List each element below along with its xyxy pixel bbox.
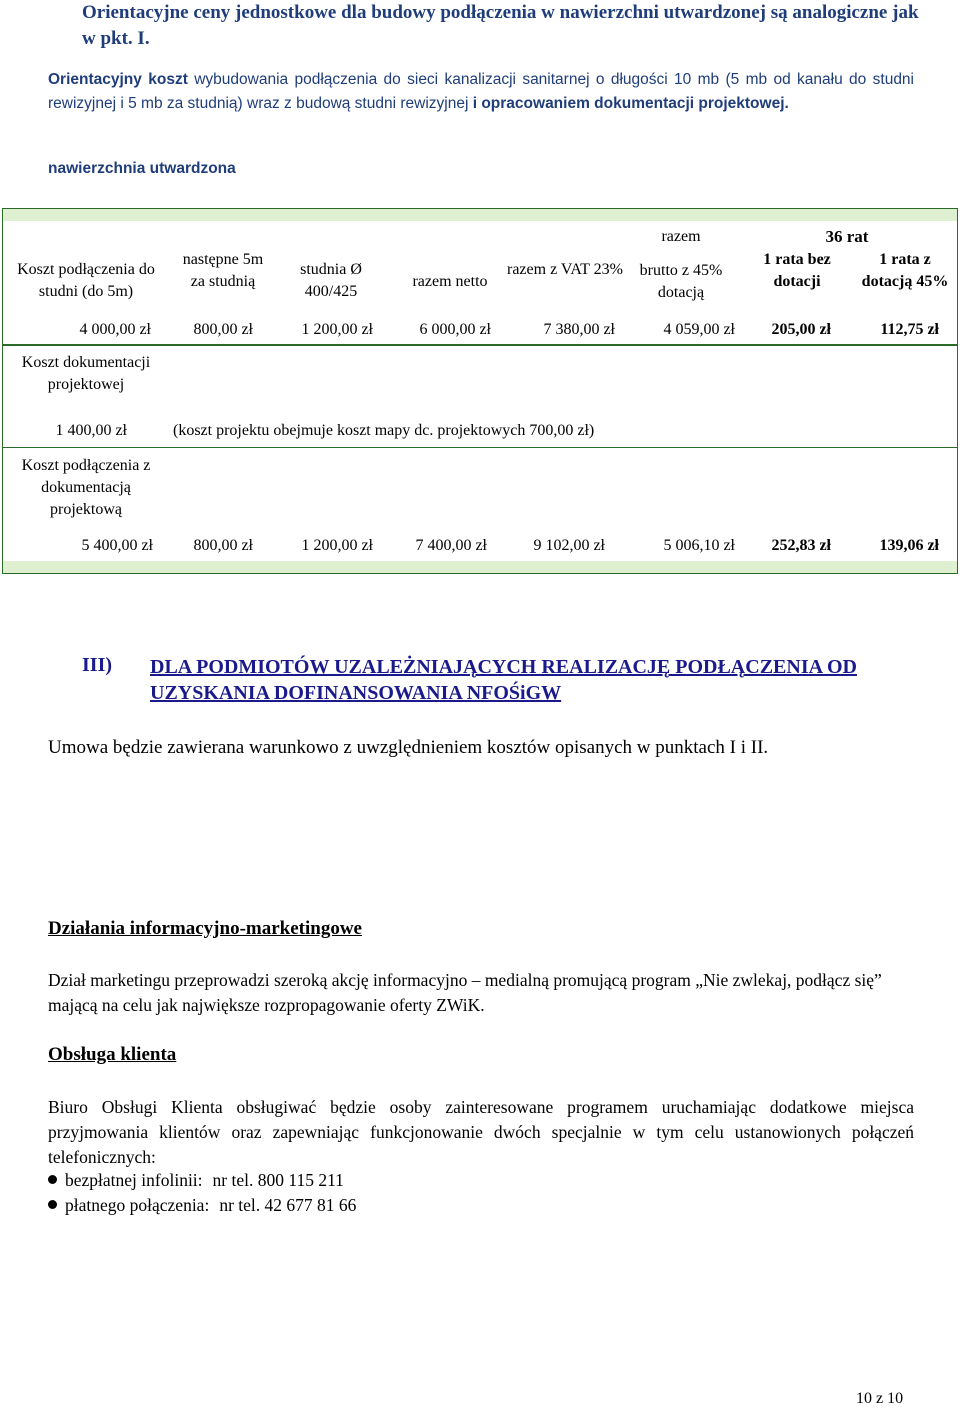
section3-title: DLA PODMIOTÓW UZALEŻNIAJĄCYCH REALIZACJĘ PODŁĄCZENIA OD UZYSKANIA DOFINANSOWANIA NFOŚiGW bbox=[150, 656, 857, 704]
row1-cell-4: 6 000,00 zł bbox=[419, 321, 491, 338]
pricing-heading: Orientacyjne ceny jednostkowe dla budowy podłączenia w nawierzchni utwardzonej są analogiczne jak w pkt. I. bbox=[82, 2, 919, 49]
with-doc-label: Koszt podłączenia z dokumentacją projektową bbox=[21, 457, 151, 518]
intro-bold-end: i opracowaniem dokumentacji projektowej. bbox=[472, 95, 789, 112]
header-brutto: brutto z 45% dotacją bbox=[639, 262, 723, 301]
marketing-paragraph: Dział marketingu przeprowadzi szeroką akcję informacyjno – medialną promującą program „Nie zwlekaj, podłącz się” mającą na celu jak największe rozpropagowanie oferty ZWiK. bbox=[48, 970, 882, 1015]
phone-item bbox=[48, 1168, 356, 1193]
row1-cell-2: 800,00 zł bbox=[193, 321, 253, 338]
client-paragraph: Biuro Obsługi Klienta obsługiwać będzie osoby zainteresowane programem uruchamiając dodatkowe miejsca przyjmowania klientów oraz zapewniając funkcjonowanie dwóch specjalnie w tym celu ustanowionych połączeń telefonicznych: bbox=[48, 1097, 914, 1167]
doc-value: 1 400,00 zł bbox=[55, 422, 127, 439]
client-header: Obsługa klienta bbox=[48, 1044, 177, 1065]
doc-note: (koszt projektu obejmuje koszt mapy dc. projektowych 700,00 zł) bbox=[173, 422, 595, 439]
page-number: 10 z 10 bbox=[856, 1390, 904, 1407]
doc-divider bbox=[3, 447, 957, 448]
cost-table bbox=[2, 208, 958, 574]
row2-cell-6: 5 006,10 zł bbox=[663, 537, 735, 554]
header-studnia: studnia Ø 400/425 bbox=[300, 261, 362, 300]
phone-value-free: nr tel. 800 115 211 bbox=[212, 1170, 344, 1190]
table-top-bar bbox=[3, 209, 957, 221]
phone-label-free: bezpłatnej infolinii: bbox=[65, 1170, 203, 1190]
marketing-header: Działania informacyjno-marketingowe bbox=[48, 918, 362, 939]
table-bottom-bar bbox=[3, 561, 957, 573]
row2-cell-7: 252,83 zł bbox=[771, 537, 831, 554]
header-razem-netto: razem netto bbox=[412, 273, 488, 290]
row2-cell-2: 800,00 zł bbox=[193, 537, 253, 554]
phone-list bbox=[48, 1168, 356, 1218]
header-rata-z-dotacja: 1 rata z dotacją 45% bbox=[861, 251, 949, 290]
row2-cell-8: 139,06 zł bbox=[879, 537, 939, 554]
phone-item bbox=[48, 1193, 356, 1218]
row2-cell-4: 7 400,00 zł bbox=[415, 537, 487, 554]
row2-cell-3: 1 200,00 zł bbox=[301, 537, 373, 554]
phone-label-paid: płatnego połączenia: bbox=[65, 1195, 210, 1215]
row1-cell-5: 7 380,00 zł bbox=[543, 321, 615, 338]
row2-cell-1: 5 400,00 zł bbox=[81, 537, 153, 554]
row1-cell-3: 1 200,00 zł bbox=[301, 321, 373, 338]
intro-bold-start: Orientacyjny koszt bbox=[48, 71, 188, 88]
row1-cell-1: 4 000,00 zł bbox=[79, 321, 151, 338]
header-razem-vat: razem z VAT 23% bbox=[507, 261, 623, 278]
row1-cell-6: 4 059,00 zł bbox=[663, 321, 735, 338]
intro-paragraph bbox=[48, 68, 914, 116]
row2-cell-5: 9 102,00 zł bbox=[533, 537, 605, 554]
intro-middle: wybudowania podłączenia do sieci kanalizacji sanitarnej o długości 10 mb (5 mb od kanału do studni rewizyjnej i 5 mb za studnią) wraz z budową studni rewizyjnej bbox=[48, 71, 914, 112]
bullet-icon bbox=[48, 1175, 57, 1184]
row1-divider bbox=[3, 344, 957, 346]
bullet-icon bbox=[48, 1200, 57, 1209]
doc-label: Koszt dokumentacji projektowej bbox=[21, 354, 151, 393]
surface-label: nawierzchnia utwardzona bbox=[48, 160, 236, 177]
row1-cell-7: 205,00 zł bbox=[771, 321, 831, 338]
header-nastepne-5m: następne 5m za studnią bbox=[182, 251, 264, 290]
header-razem: razem bbox=[661, 228, 701, 245]
header-rata-bez-dotacji: 1 rata bez dotacji bbox=[763, 251, 831, 290]
row1-cell-8: 112,75 zł bbox=[880, 321, 939, 338]
header-36-rat: 36 rat bbox=[825, 227, 869, 246]
umowa-paragraph: Umowa będzie zawierana warunkowo z uwzględnieniem kosztów opisanych w punktach I i II. bbox=[48, 737, 769, 758]
section3-number: III) bbox=[82, 654, 113, 676]
phone-value-paid: nr tel. 42 677 81 66 bbox=[219, 1195, 357, 1215]
header-koszt-podlaczenia: Koszt podłączenia do studni (do 5m) bbox=[17, 261, 155, 300]
